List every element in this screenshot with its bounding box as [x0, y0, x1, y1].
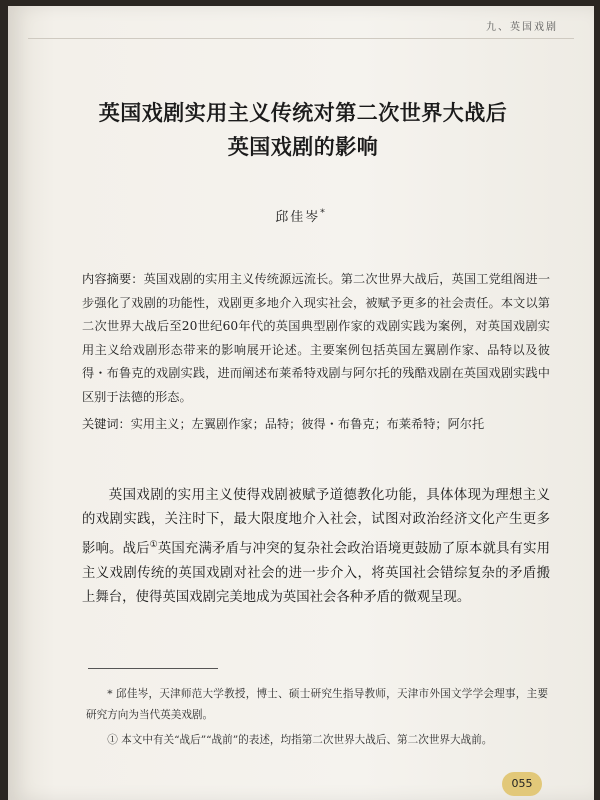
header-rule [28, 38, 574, 39]
footnote-separator [88, 668, 218, 669]
page-number: 055 [502, 772, 542, 796]
author-name: 邱佳岑 [275, 210, 321, 225]
article-title [38, 96, 568, 164]
footnote-1: ① 本文中有关“战后”“战前”的表述，均指第二次世界大战后、第二次世界大战前。 [107, 734, 493, 746]
keywords-label: 关键词： [82, 417, 131, 431]
body-paragraph [82, 484, 550, 611]
keywords-text: 实用主义；左翼剧作家；品特；彼得・布鲁克；布莱希特；阿尔托 [130, 417, 485, 431]
abstract-paragraph [82, 268, 550, 409]
body-text-part-2: 英国充满矛盾与冲突的复杂社会政治语境更鼓励了原本就具有实用主义戏剧传统的英国戏剧对社会的进一步介入，将英国社会错综复杂的矛盾搬上舞台，使得英国戏剧完美地成为英国社会各种矛盾的微观呈现。 [82, 541, 551, 606]
title-line-1: 英国戏剧实用主义传统对第二次世界大战后 [98, 101, 508, 125]
footnote-author: * 邱佳岑，天津师范大学教授，博士、硕士研究生指导教师，天津市外国文学学会理事，主要研究方向为当代英美戏剧。 [86, 688, 548, 721]
author-line [8, 206, 594, 225]
title-line-2: 英国戏剧的影响 [227, 135, 379, 159]
author-footnote-mark: * [320, 208, 327, 219]
abstract-block [82, 268, 550, 437]
book-page [8, 6, 594, 800]
abstract-text: 英国戏剧的实用主义传统源远流长。第二次世界大战后，英国工党组阁进一步强化了戏剧的功能性，戏剧更多地介入现实社会，被赋予更多的社会责任。本文以第二次世界大战后至20世纪60年代的英国典型剧作家的戏剧实践为案例，对英国戏剧实用主义给戏剧形态带来的影响展开论述。主要案例包括英国左翼剧作家、品特以及彼得・布鲁克的戏剧实践，进而阐述布莱希特戏剧与阿尔托的残酷戏剧在英国戏剧实践中区别于法德的形态。 [82, 272, 551, 404]
running-header: 九、英国戏剧 [486, 22, 558, 33]
body-text-part-1: 英国戏剧的实用主义使得戏剧被赋予道德教化功能，具体体现为理想主义的戏剧实践，关注时下，最大限度地介入社会，试图对政治经济文化产生更多影响。战后 [82, 488, 550, 557]
keywords-paragraph [82, 413, 550, 437]
footnote-reference: ① [149, 539, 158, 550]
footnotes [86, 684, 548, 755]
abstract-label: 内容摘要： [82, 272, 144, 286]
body-text [82, 484, 550, 611]
